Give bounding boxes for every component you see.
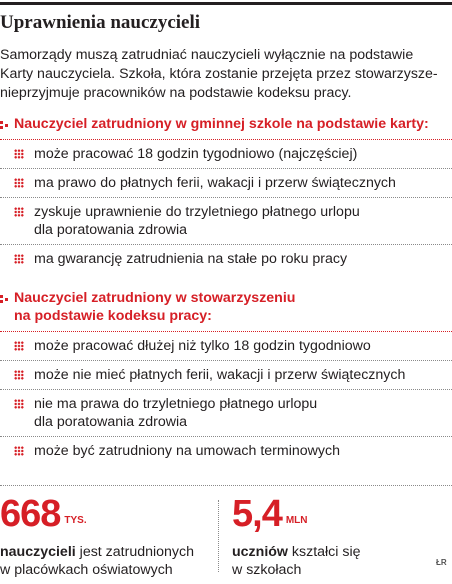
stat-desc-rest: kształci się bbox=[287, 544, 361, 560]
stat-description bbox=[232, 543, 361, 579]
stat-value: 5,4 bbox=[232, 493, 282, 535]
stats-divider-rule bbox=[0, 485, 452, 486]
stat-column-divider bbox=[218, 500, 219, 572]
dot-grid-bullet-icon bbox=[14, 446, 24, 456]
stat-bold-term: uczniów bbox=[232, 544, 288, 560]
list-item bbox=[0, 140, 452, 169]
author-credit: ŁR bbox=[436, 558, 447, 567]
list-item-text: zyskuje uprawnienie do trzyletniego płatnego urlopu bbox=[34, 204, 360, 220]
list-item bbox=[0, 437, 452, 465]
stat-number bbox=[0, 494, 194, 541]
stat-description bbox=[0, 543, 194, 579]
stat-unit: MLN bbox=[285, 515, 308, 526]
list-item-text: nie ma prawa do trzyletniego płatnego urlopu bbox=[34, 396, 318, 412]
list-item bbox=[0, 169, 452, 198]
intro-line: nieprzyjmuje pracowników na podstawie kodeksu pracy. bbox=[0, 85, 352, 101]
stat-desc-rest: jest zatrudnionych bbox=[75, 544, 195, 560]
list-item-text: ma prawo do płatnych ferii, wakacji i przerw świątecznych bbox=[34, 175, 396, 191]
dot-grid-bullet-icon bbox=[14, 399, 24, 409]
list-item bbox=[0, 332, 452, 361]
stat-value: 668 bbox=[0, 493, 61, 535]
dot-grid-bullet-icon bbox=[14, 207, 24, 217]
list-item-text: może nie mieć płatnych ferii, wakacji i przerw świątecznych bbox=[34, 367, 406, 383]
stat-desc-line: w szkołach bbox=[232, 562, 302, 578]
stat-teachers bbox=[0, 494, 194, 579]
dot-grid-bullet-icon bbox=[14, 149, 24, 159]
stat-number bbox=[232, 494, 361, 541]
stat-bold-term: nauczycieli bbox=[0, 544, 76, 560]
stat-unit: TYS. bbox=[64, 515, 87, 526]
intro-line: Samorządy muszą zatrudniać nauczycieli wyłącznie na podstawie bbox=[0, 47, 414, 63]
list-item-text: może pracować 18 godzin tygodniowo (najczęściej) bbox=[34, 146, 358, 162]
dot-grid-bullet-icon bbox=[14, 341, 24, 351]
dot-grid-bullet-icon bbox=[14, 178, 24, 188]
list-item-text: może pracować dłużej niż tylko 18 godzin tygodniowo bbox=[34, 338, 371, 354]
dot-grid-bullet-icon bbox=[14, 370, 24, 380]
intro-line: Karty nauczyciela. Szkoła, która zostanie przejęta przez stowarzysze- bbox=[0, 66, 438, 82]
rights-list bbox=[0, 140, 452, 273]
section-gminna-szkola bbox=[0, 115, 452, 273]
dot-grid-bullet-icon bbox=[14, 254, 24, 264]
list-item-text: może być zatrudniony na umowach terminowych bbox=[34, 443, 340, 459]
section-heading-line: Nauczyciel zatrudniony w gminnej szkole na podstawie karty: bbox=[14, 116, 429, 132]
stat-students bbox=[232, 494, 361, 579]
list-item-text: ma gwarancję zatrudnienia na stałe po roku pracy bbox=[34, 251, 348, 267]
list-item bbox=[0, 390, 452, 437]
section-heading-line: na podstawie kodeksu pracy: bbox=[14, 308, 212, 324]
dots-arrow-icon bbox=[0, 121, 9, 129]
section-heading-line: Nauczyciel zatrudniony w stowarzyszeniu bbox=[14, 290, 296, 306]
dots-arrow-icon bbox=[0, 295, 9, 303]
list-item-text: dla poratowania zdrowia bbox=[34, 222, 188, 238]
section-heading bbox=[0, 289, 452, 325]
list-item bbox=[0, 245, 452, 273]
section-heading bbox=[0, 115, 452, 133]
page-title: Uprawnienia nauczycieli bbox=[0, 12, 201, 33]
list-item-text: dla poratowania zdrowia bbox=[34, 414, 188, 430]
section-stowarzyszenie bbox=[0, 289, 452, 465]
stat-desc-line: w placówkach oświatowych bbox=[0, 562, 173, 578]
top-rule bbox=[0, 2, 452, 5]
rights-list bbox=[0, 332, 452, 465]
list-item bbox=[0, 198, 452, 245]
list-item bbox=[0, 361, 452, 390]
intro-paragraph bbox=[0, 46, 448, 103]
